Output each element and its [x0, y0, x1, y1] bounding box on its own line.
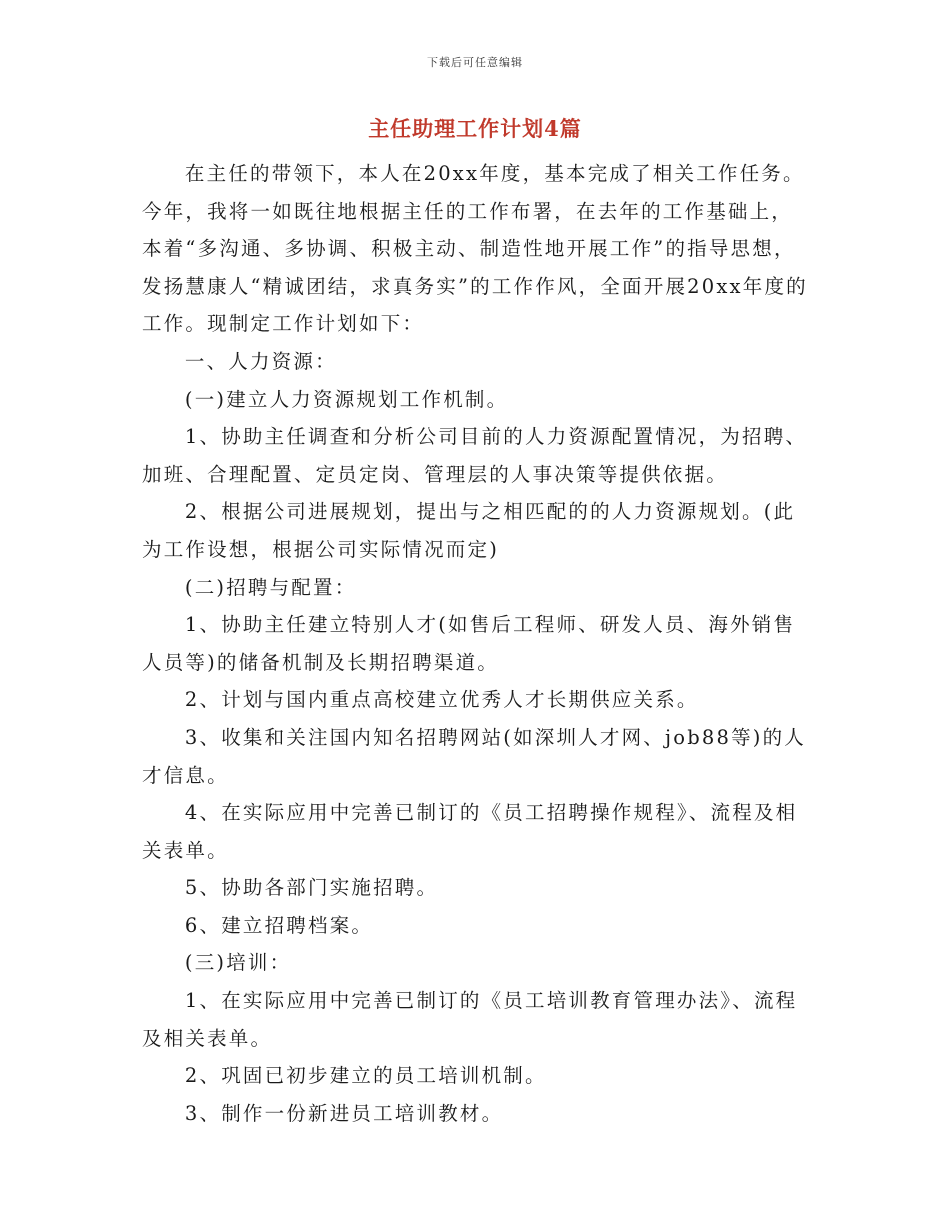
header-note: 下载后可任意编辑 [427, 56, 523, 69]
paragraph: 2、计划与国内重点高校建立优秀人才长期供应关系。 [184, 688, 699, 712]
paragraph: 3、收集和关注国内知名招聘网站(如深圳人才网、job88等)的人才信息。 [142, 725, 806, 787]
paragraph: 6、建立招聘档案。 [184, 913, 374, 937]
paragraph: 在主任的带领下，本人在20xx年度，基本完成了相关工作任务。今年，我将一如既往地根据主任的工作布署，在去年的工作基础上，本着“多沟通、多协调、积极主动、制造性地开展工作”的指导思想，发扬慧康人“精诚团结，求真务实”的工作作风，全面开展20xx年度的工作。现制定工作计划如下： [142, 162, 808, 336]
paragraph: (一)建立人力资源规划工作机制。 [184, 387, 509, 411]
paragraph: (二)招聘与配置： [184, 575, 357, 599]
paragraph: 2、根据公司进展规划，提出与之相匹配的的人力资源规划。(此为工作设想，根据公司实际情况而定) [142, 500, 796, 561]
paragraph: 2、巩固已初步建立的员工培训机制。 [184, 1064, 547, 1088]
paragraph: 一、人力资源： [184, 349, 337, 373]
document-title: 主任助理工作计划4篇 [368, 116, 582, 141]
paragraph: (三)培训： [184, 951, 292, 975]
paragraph: 4、在实际应用中完善已制订的《员工招聘操作规程》、流程及相关表单。 [142, 801, 798, 862]
document-body [142, 155, 812, 1132]
paragraph: 3、制作一份新进员工培训教材。 [184, 1101, 504, 1125]
paragraph: 1、协助主任调查和分析公司目前的人力资源配置情况，为招聘、加班、合理配置、定员定岗、管理层的人事决策等提供依据。 [142, 425, 808, 486]
paragraph: 1、协助主任建立特别人才(如售后工程师、研发人员、海外销售人员等)的储备机制及长期招聘渠道。 [142, 613, 796, 674]
paragraph: 1、在实际应用中完善已制订的《员工培训教育管理办法》、流程及相关表单。 [142, 989, 798, 1050]
paragraph: 5、协助各部门实施招聘。 [184, 876, 439, 900]
